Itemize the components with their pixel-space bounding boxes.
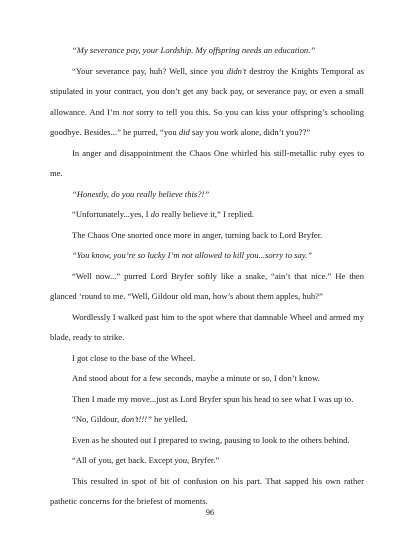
italic-text: “My severance pay, your Lordship. My offspring needs an education.”: [72, 45, 316, 55]
paragraph: [50, 266, 364, 307]
paragraph: [50, 307, 364, 348]
text-run: Then I made my move...just as Lord Bryfer spun his head to see what I was up to.: [72, 393, 354, 404]
italic-text: didn’t: [226, 65, 247, 76]
text-run: This resulted in spot of bit of confusion on his part. That sapped his own rather pathetic concerns for the briefest of moments.: [50, 475, 364, 506]
paragraph: [50, 245, 364, 266]
italic-text: “You know, you’re so lucky I’m not allowed to kill you...sorry to say.”: [72, 250, 313, 260]
italic-text: do: [150, 209, 160, 219]
text-run: “Unfortunately...yes, I: [72, 209, 151, 219]
text-run: And stood about for a few seconds, maybe a minute or so, I don’t know.: [72, 373, 320, 383]
paragraph: [50, 450, 364, 471]
text-run: Even as he shouted out I prepared to swing, pausing to look to the others behind.: [72, 434, 350, 445]
text-run: In anger and disappointment the Chaos One whirled his still-metallic ruby eyes to me.: [50, 147, 364, 178]
text-run: say you work alone, didn’t you??”: [189, 127, 311, 137]
page-number: 96: [205, 508, 215, 517]
paragraph: [50, 225, 364, 246]
text-run: really believe it,” I replied.: [159, 209, 254, 219]
italic-text: don’t!!!”: [121, 414, 152, 424]
text-run: Bryfer.”: [189, 455, 220, 465]
paragraph: [50, 368, 364, 389]
italic-text: you,: [174, 455, 190, 465]
paragraph: [50, 389, 364, 410]
body-text: [50, 40, 364, 512]
paragraph: [50, 61, 364, 143]
paragraph: [50, 40, 364, 61]
paragraph: [50, 430, 364, 451]
paragraph: [50, 143, 364, 184]
text-run: sorry to tell you this. So you can kiss your offspring’s schooling goodbye. Besides...” he purred, “you: [50, 106, 365, 137]
paragraph: [50, 204, 364, 225]
paragraph: [50, 409, 364, 430]
text-run: destroy the Knights Temporal as stipulated in your contract, you don’t get any back pay, or severance pay, or even a small allowance. And I’m: [50, 65, 364, 117]
italic-text: “Honestly, do you really believe this?!”: [72, 188, 210, 199]
italic-text: did: [178, 127, 190, 137]
text-run: “No, Gildour,: [72, 414, 122, 424]
text-run: “Well now...” purred Lord Bryfer softly like a snake, “ain’t that nice.” He then glanced ‘round to me. “Well, Gildour old man, how’s about them apples, huh?”: [50, 270, 364, 301]
italic-text: not: [122, 106, 134, 117]
text-run: “All of you, get back. Except: [72, 455, 175, 465]
text-run: Wordlessly I walked past him to the spot where that damnable Wheel and armed my blade, ready to strike.: [50, 311, 364, 342]
paragraph: [50, 184, 364, 205]
text-run: The Chaos One snorted once more in anger, turning back to Lord Bryfer.: [72, 229, 323, 240]
paragraph: [50, 471, 364, 512]
paragraph: [50, 348, 364, 369]
text-run: “Your severance pay, huh? Well, since you: [72, 65, 227, 76]
text-run: I got close to the base of the Wheel.: [72, 352, 196, 363]
text-run: he yelled.: [151, 414, 188, 424]
